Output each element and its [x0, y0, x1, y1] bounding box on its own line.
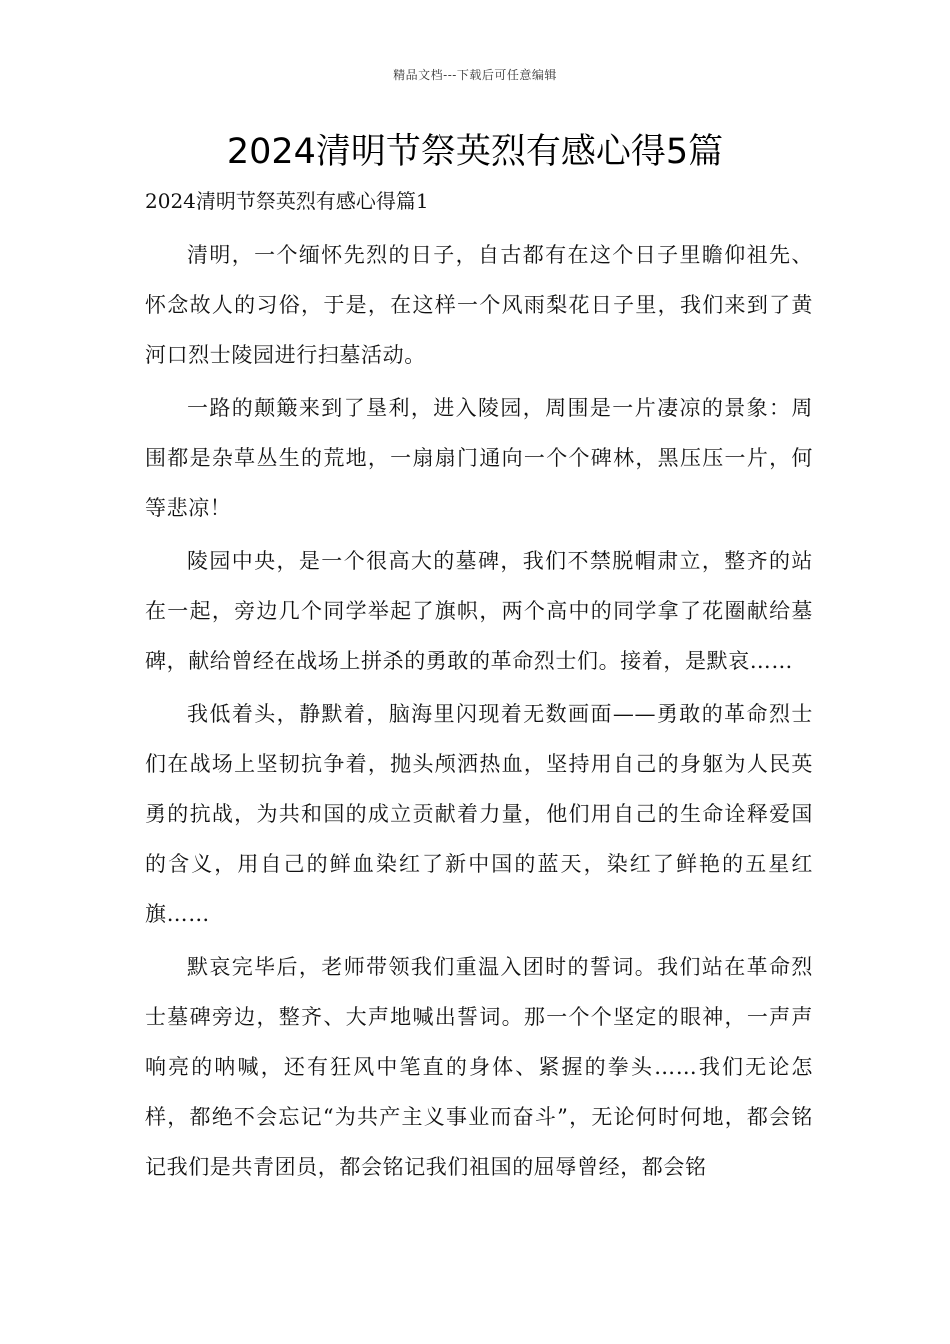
paragraph: 默哀完毕后，老师带领我们重温入团时的誓词。我们站在革命烈士墓碑旁边，整齐、大声地喊出誓词。那一个个坚定的眼神，一声声响亮的呐喊，还有狂风中笔直的身体、紧握的拳头……我们无论怎样，都绝不会忘记“为共产主义事业而奋斗”，无论何时何地，都会铭记我们是共青团员，都会铭记我们祖国的屈辱曾经，都会铭 [145, 955, 813, 1179]
paragraph: 一路的颠簸来到了垦利，进入陵园，周围是一片凄凉的景象：周围都是杂草丛生的荒地，一扇扇门通向一个个碑林，黑压压一片，何等悲凉！ [145, 396, 813, 520]
section-heading: 2024清明节祭英烈有感心得篇1 [145, 189, 429, 213]
paragraph: 清明，一个缅怀先烈的日子，自古都有在这个日子里瞻仰祖先、怀念故人的习俗，于是，在这样一个风雨梨花日子里，我们来到了黄河口烈士陵园进行扫墓活动。 [145, 243, 813, 367]
paragraph: 陵园中央，是一个很高大的墓碑，我们不禁脱帽肃立，整齐的站在一起，旁边几个同学举起了旗帜，两个高中的同学拿了花圈献给墓碑，献给曾经在战场上拼杀的勇敢的革命烈士们。接着，是默哀…… [145, 549, 813, 673]
document-title: 2024清明节祭英烈有感心得5篇 [226, 132, 724, 172]
header-note: 精品文档---下载后可任意编辑 [393, 68, 557, 82]
paragraph: 我低着头，静默着，脑海里闪现着无数画面——勇敢的革命烈士们在战场上坚韧抗争着，抛头颅洒热血，坚持用自己的身躯为人民英勇的抗战，为共和国的成立贡献着力量，他们用自己的生命诠释爱国的含义，用自己的鲜血染红了新中国的蓝天，染红了鲜艳的五星红旗…… [145, 702, 813, 926]
body-text [145, 230, 813, 1195]
